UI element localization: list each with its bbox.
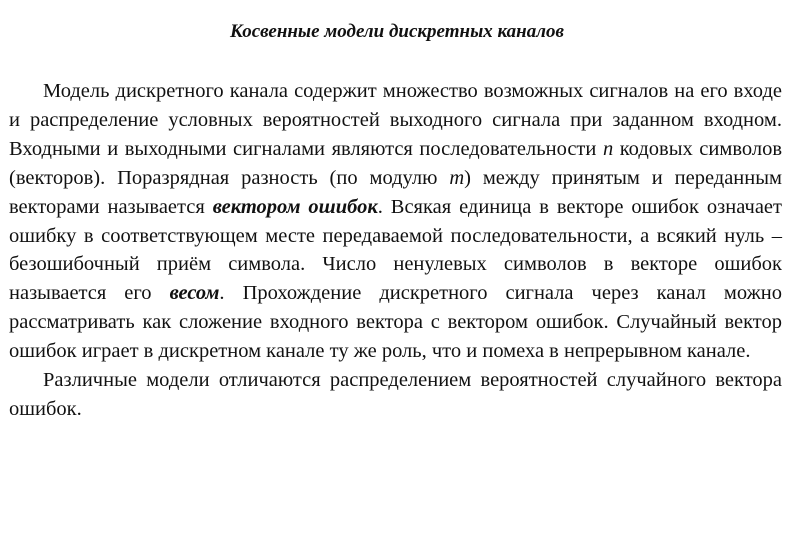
paragraph-1-text-5: . Прохождение дискретного сигнала через канал можно рассматривать как сложение входного вектора с вектором ошибок. Случайный вектор ошибок играет в дискретном канале ту же роль, что и помеха в непрерывном канале. (9, 282, 782, 363)
paragraph-2: Различные модели отличаются распределением вероятностей случайного вектора ошибок. (9, 369, 782, 420)
paragraph-1-text-2: кодовых символов (векторов). Поразрядная разность (по модулю (9, 137, 782, 189)
page-title: Косвенные модели дискретных каналов (230, 21, 564, 42)
paragraph-1-text-1: Модель дискретного канала содержит множество возможных сигналов на его входе и распределение условных вероятностей выходного сигнала при заданном входном. Входными и выходными сигналами являются последовательности (9, 80, 782, 160)
term-weight: весом (169, 282, 220, 305)
paragraph-1 (9, 77, 782, 366)
paragraph-1-text-4: . Всякая единица в векторе ошибок означает ошибку в соответствующем месте передаваемой последовательности, а всякий нуль – безошибочный приём символа. Число ненулевых символов в векторе ошибок называется его (9, 195, 782, 305)
document-body (9, 77, 782, 424)
variable-m: m (449, 166, 465, 189)
term-error-vector: вектором ошибок (212, 195, 378, 218)
paragraph-1-text-3: ) между принятым и переданным векторами называется (9, 166, 782, 218)
variable-n: n (602, 137, 614, 160)
